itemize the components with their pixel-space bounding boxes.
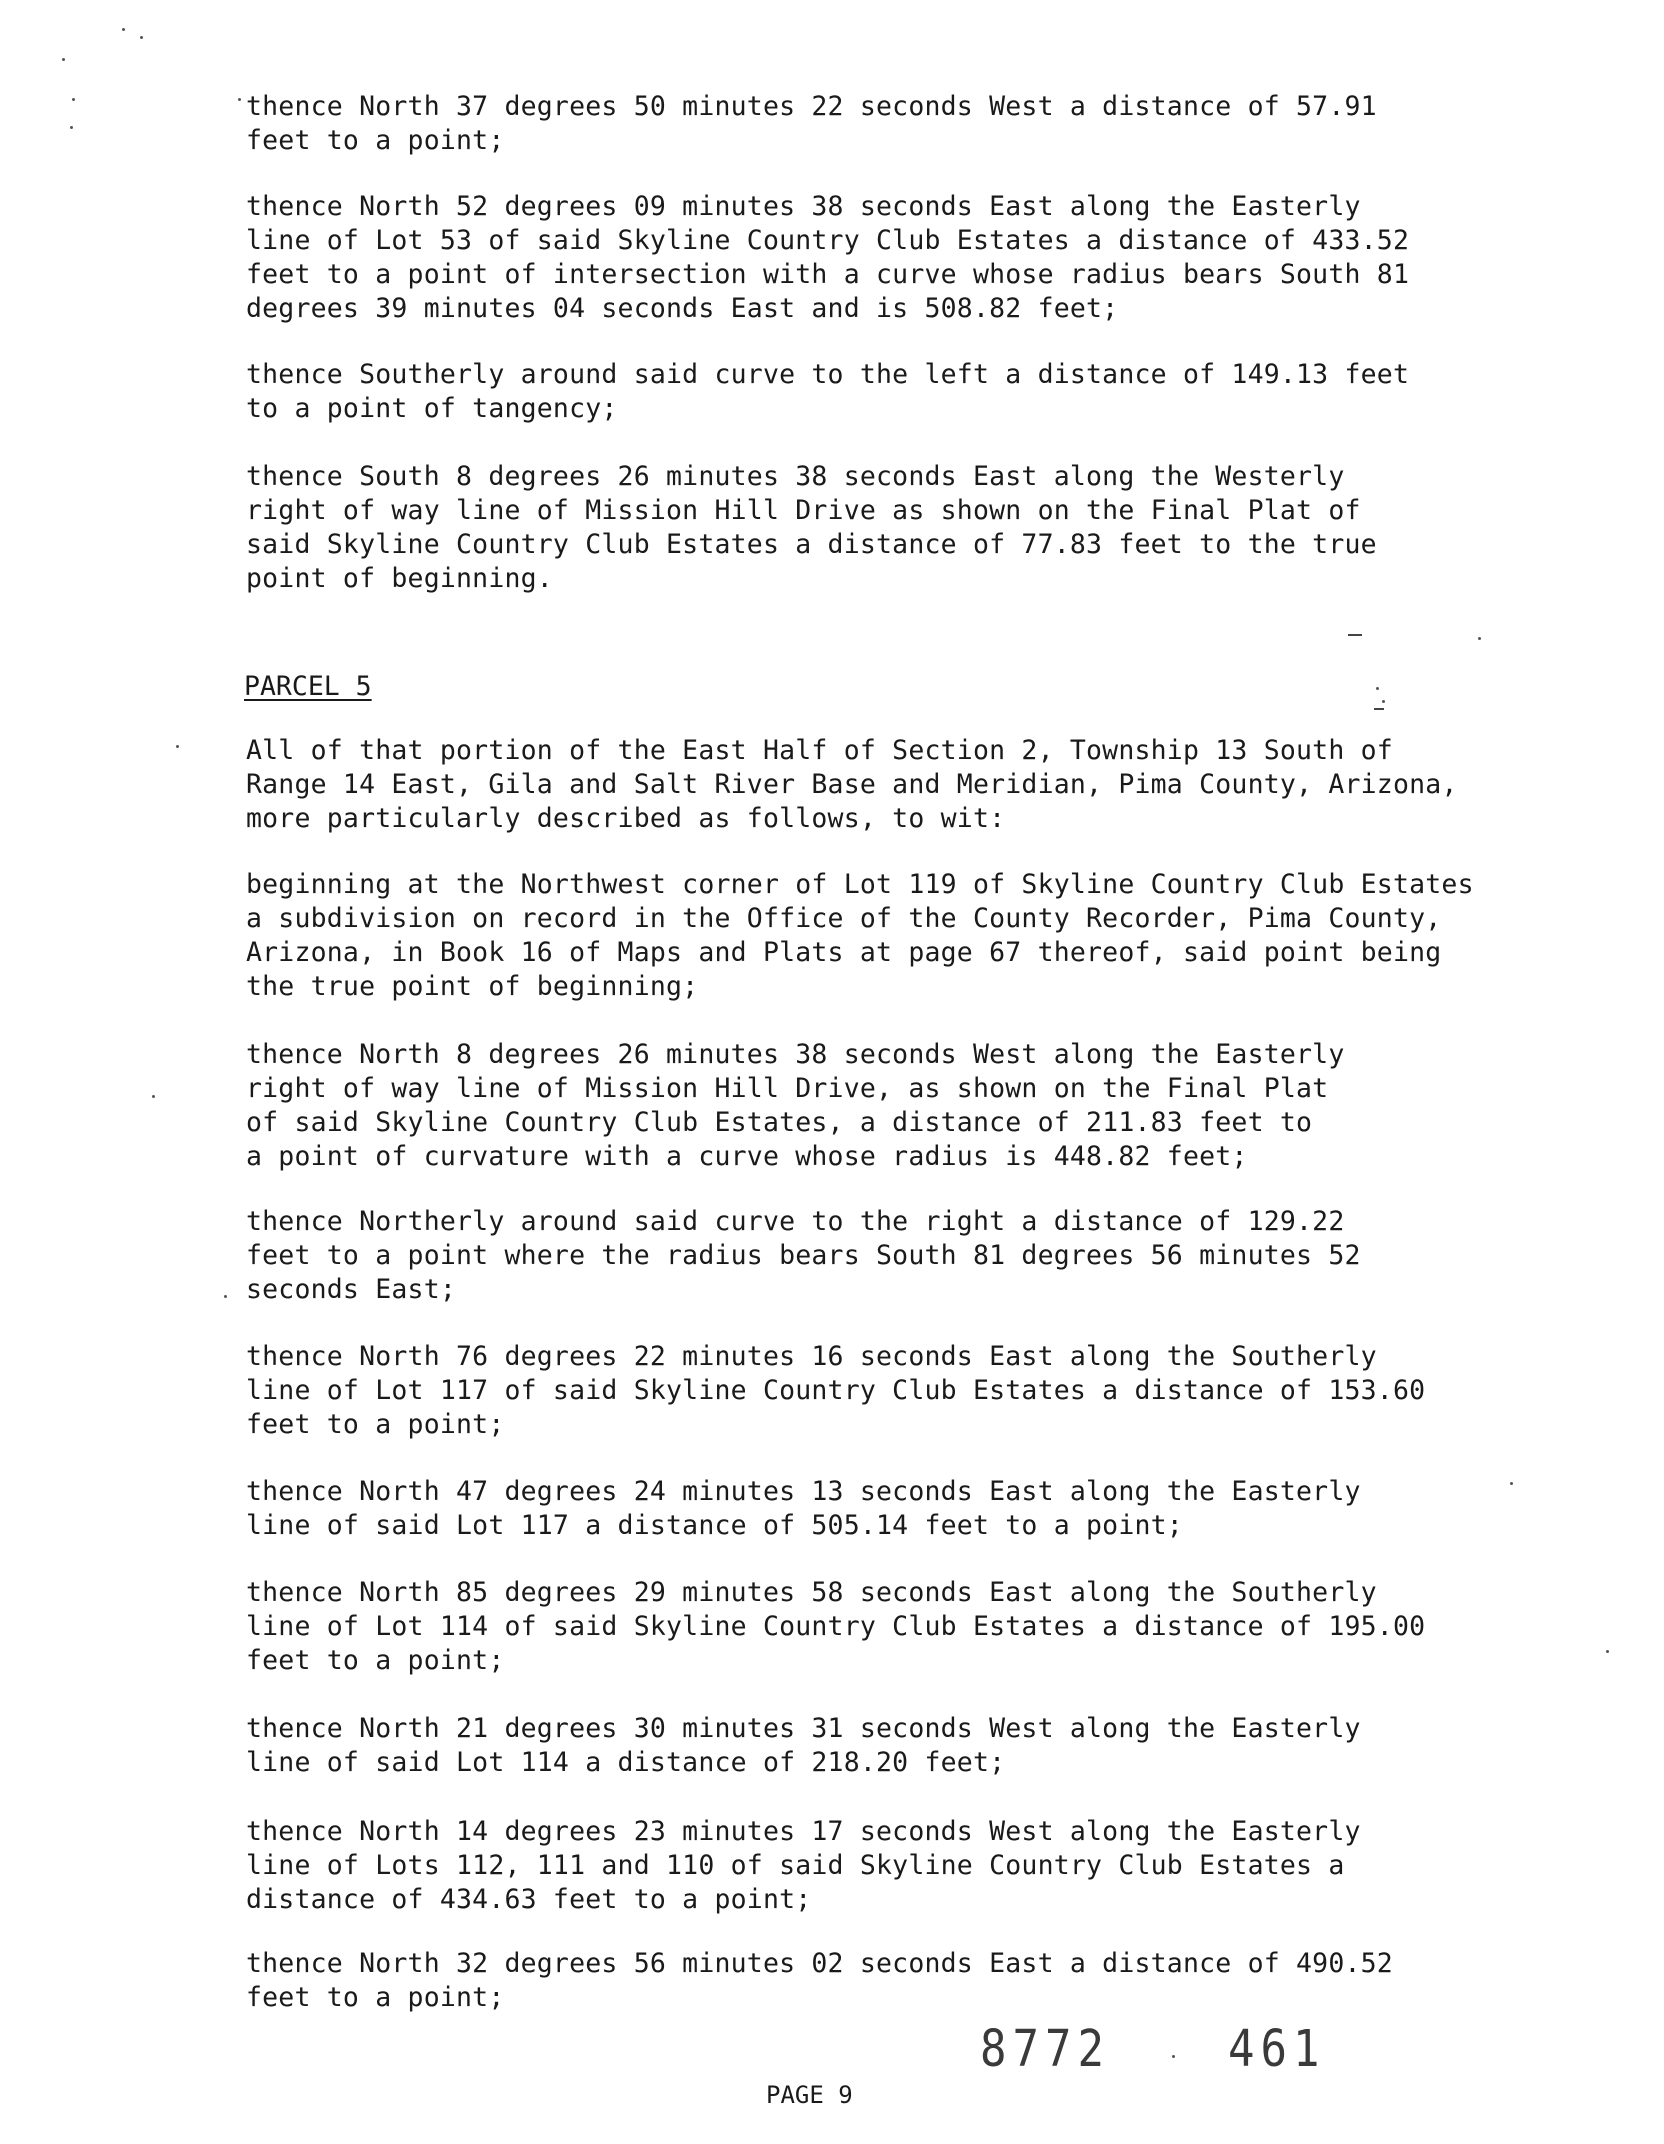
scan-speck bbox=[224, 1295, 227, 1298]
scan-speck bbox=[1172, 2055, 1175, 2058]
scan-speck bbox=[152, 1095, 155, 1098]
recording-stamp-book: 8772 bbox=[980, 2020, 1110, 2079]
paragraph-course-8: thence North 47 degrees 24 minutes 13 seconds East along the Easterly line of said Lot 117 a distance of 505.14 feet to a point; bbox=[246, 1476, 1361, 1541]
paragraph-parcel-description: All of that portion of the East Half of Section 2, Township 13 South of Range 14 East, Gila and Salt River Base and Meridian, Pima County, Arizona, more particularly described as follows, to wit: bbox=[246, 735, 1458, 834]
paragraph-course-9: thence North 85 degrees 29 minutes 58 seconds East along the Southerly line of Lot 114 of said Skyline Country Club Estates a distance of 195.00 feet to a point; bbox=[246, 1577, 1426, 1676]
paragraph-course-5: thence North 8 degrees 26 minutes 38 seconds West along the Easterly right of way line of Mission Hill Drive, as shown on the Final Plat of said Skyline Country Club Estates, a distance of 211.83 feet to a point of curvature with a curve whose radius is 448.82 feet; bbox=[246, 1039, 1345, 1172]
paragraph-course-4: thence South 8 degrees 26 minutes 38 seconds East along the Westerly right of way line of Mission Hill Drive as shown on the Final Plat of said Skyline Country Club Estates a distance of 77.83 feet to the true point of beginning. bbox=[246, 461, 1377, 594]
scan-speck bbox=[238, 98, 241, 101]
paragraph-course-12: thence North 32 degrees 56 minutes 02 seconds East a distance of 490.52 feet to a point; bbox=[246, 1948, 1393, 2013]
recording-stamp-page: 461 bbox=[1228, 2020, 1326, 2079]
scan-speck bbox=[176, 745, 179, 748]
scan-speck bbox=[62, 58, 65, 61]
scan-speck bbox=[1478, 637, 1481, 640]
scan-speck bbox=[72, 98, 75, 101]
section-heading-parcel-5: PARCEL 5 bbox=[244, 671, 372, 702]
paragraph-course-1: thence North 37 degrees 50 minutes 22 seconds West a distance of 57.91 feet to a point; bbox=[246, 91, 1377, 156]
scan-mark bbox=[1374, 708, 1384, 710]
scan-speck bbox=[1510, 1482, 1513, 1485]
page-number: PAGE 9 bbox=[766, 2081, 853, 2109]
scan-speck bbox=[1606, 1650, 1609, 1653]
paragraph-point-of-beginning: beginning at the Northwest corner of Lot 119 of Skyline Country Club Estates a subdivision on record in the Office of the County Recorder, Pima County, Arizona, in Book 16 of Maps and Plats at page 67 thereof, said point being the true point of beginning; bbox=[246, 869, 1474, 1002]
paragraph-course-3: thence Southerly around said curve to the left a distance of 149.13 feet to a point of tangency; bbox=[246, 359, 1410, 424]
scan-speck bbox=[122, 28, 125, 31]
paragraph-course-7: thence North 76 degrees 22 minutes 16 seconds East along the Southerly line of Lot 117 of said Skyline Country Club Estates a distance of 153.60 feet to a point; bbox=[246, 1341, 1426, 1440]
paragraph-course-2: thence North 52 degrees 09 minutes 38 seconds East along the Easterly line of Lot 53 of said Skyline Country Club Estates a distance of 433.52 feet to a point of intersection with a curve whose radius bears South 81 degrees 39 minutes 04 seconds East and is 508.82 feet; bbox=[246, 191, 1410, 324]
paragraph-course-10: thence North 21 degrees 30 minutes 31 seconds West along the Easterly line of said Lot 114 a distance of 218.20 feet; bbox=[246, 1713, 1361, 1778]
scan-mark bbox=[1348, 634, 1362, 636]
paragraph-course-11: thence North 14 degrees 23 minutes 17 seconds West along the Easterly line of Lots 112, 111 and 110 of said Skyline Country Club Estates a distance of 434.63 feet to a point; bbox=[246, 1816, 1361, 1915]
scan-speck bbox=[70, 126, 73, 129]
scan-speck bbox=[1382, 700, 1385, 703]
scan-speck bbox=[1376, 687, 1379, 690]
paragraph-course-6: thence Northerly around said curve to the right a distance of 129.22 feet to a point where the radius bears South 81 degrees 56 minutes 52 seconds East; bbox=[246, 1206, 1361, 1305]
scan-speck bbox=[140, 36, 143, 39]
